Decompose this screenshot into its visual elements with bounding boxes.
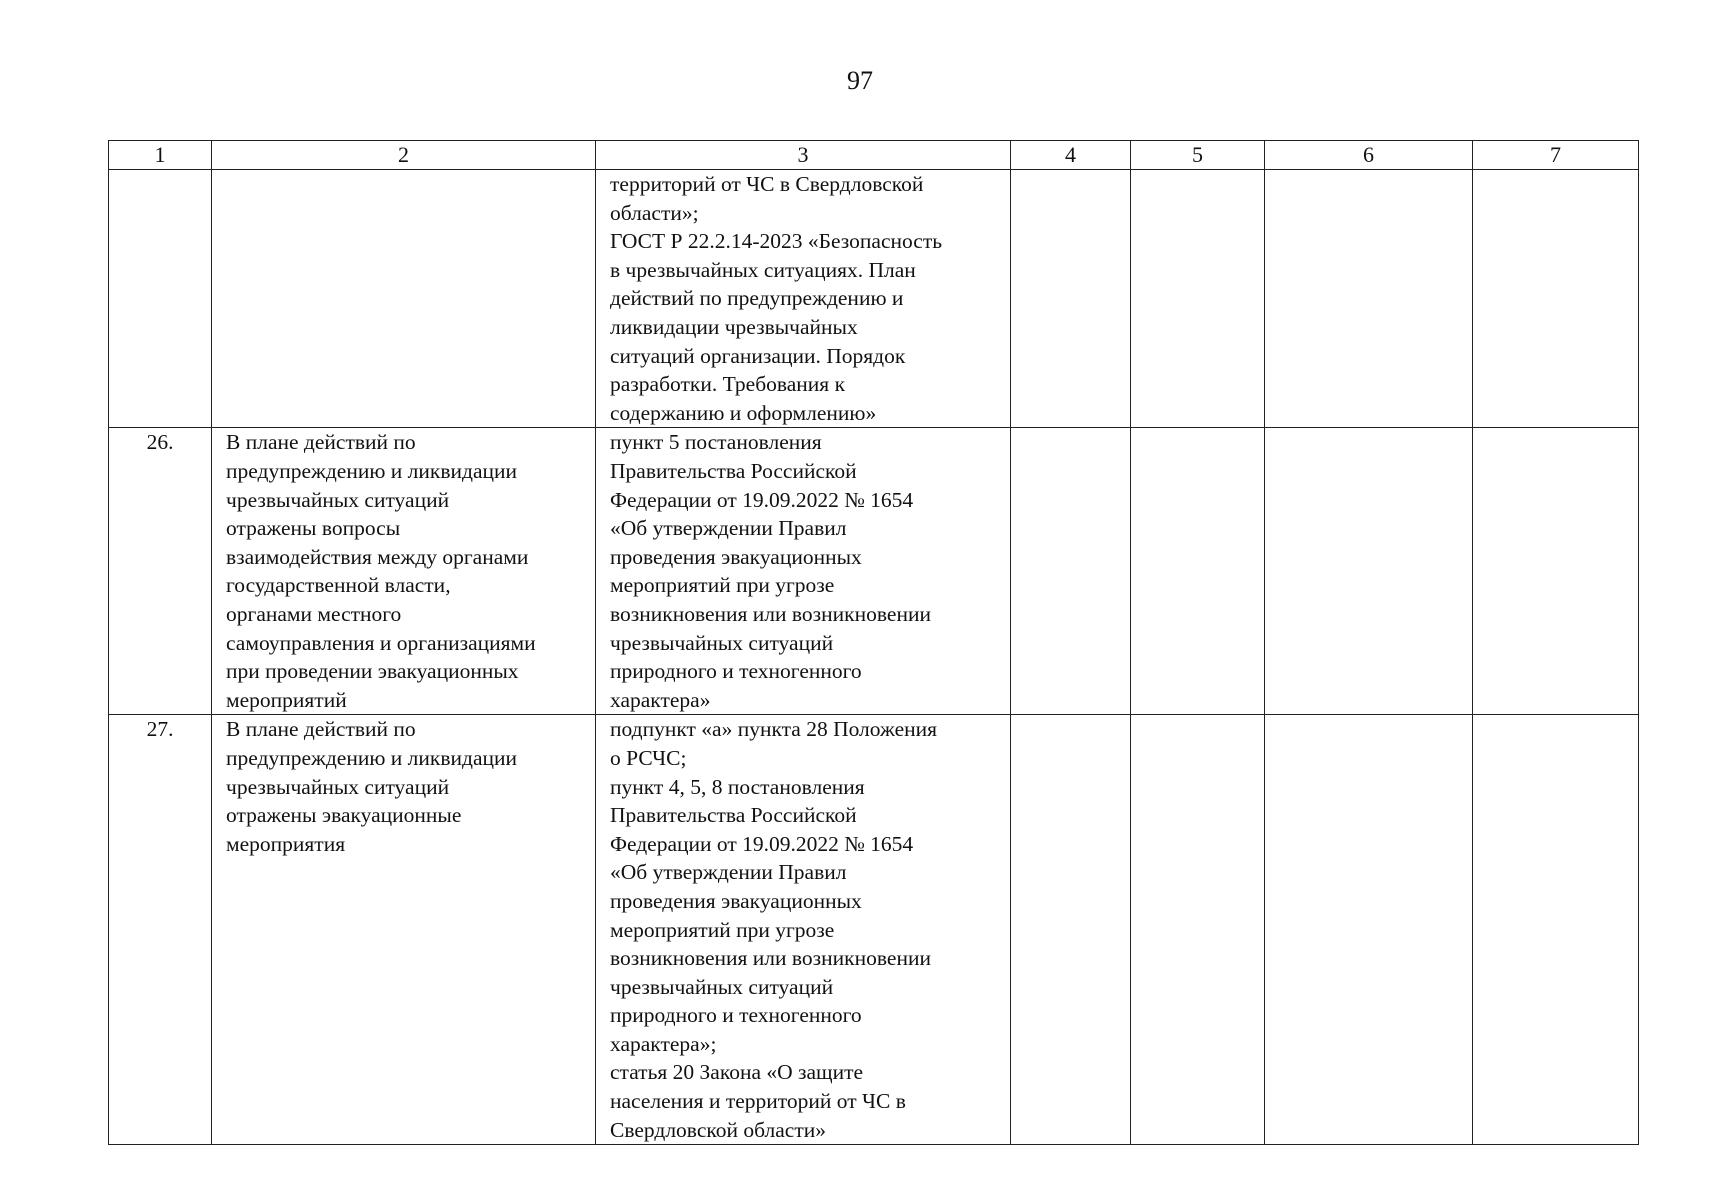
- col-4-cell: [1011, 170, 1131, 428]
- basis-line: ГОСТ Р 22.2.14-2023 «Безопасность: [610, 229, 943, 254]
- basis-line: ситуаций организации. Порядок: [610, 343, 906, 368]
- basis-line: пункт 5 постановления: [610, 430, 822, 455]
- basis-line: территорий от ЧС в Свердловской: [610, 172, 924, 196]
- basis-line: природного и техногенного: [610, 659, 862, 684]
- question-line: предупреждению и ликвидации: [226, 458, 518, 483]
- requirements-table: [108, 140, 1639, 1145]
- basis-line: разработки. Требования к: [610, 372, 846, 397]
- col-5-cell: [1131, 428, 1265, 715]
- basis-line: природного и техногенного: [610, 1003, 862, 1028]
- table-row-continuation: [109, 170, 1639, 428]
- basis-line: статья 20 Закона «О защите: [610, 1060, 864, 1085]
- header-col-6: 6: [1265, 141, 1473, 170]
- question-line: чрезвычайных ситуаций: [226, 774, 450, 799]
- basis-line: Правительства Российской: [610, 458, 857, 483]
- basis-line: области»;: [610, 200, 699, 225]
- question-line: самоуправления и организациями: [226, 630, 536, 655]
- header-row: [109, 141, 1639, 170]
- row-number: [109, 170, 212, 428]
- col-7-cell: [1473, 428, 1639, 715]
- basis-line: характера»;: [610, 1031, 717, 1056]
- basis-line: действий по предупреждению и: [610, 286, 904, 311]
- col-4-cell: [1011, 428, 1131, 715]
- basis-line: в чрезвычайных ситуациях. План: [610, 257, 916, 282]
- question-line: взаимодействия между органами: [226, 544, 529, 569]
- question-line: государственной власти,: [226, 573, 451, 598]
- basis-line: чрезвычайных ситуаций: [610, 974, 834, 999]
- basis-line: о РСЧС;: [610, 745, 687, 770]
- header-col-4: 4: [1011, 141, 1131, 170]
- col-5-cell: [1131, 715, 1265, 1145]
- basis-line: Свердловской области»: [610, 1117, 826, 1142]
- question-line: чрезвычайных ситуаций: [226, 487, 450, 512]
- header-col-2: 2: [212, 141, 596, 170]
- basis-line: содержанию и оформлению»: [610, 400, 877, 425]
- question-cell: [212, 428, 596, 715]
- col-7-cell: [1473, 715, 1639, 1145]
- basis-cell: [596, 428, 1011, 715]
- col-6-cell: [1265, 170, 1473, 428]
- question-line: В плане действий по: [226, 717, 416, 742]
- basis-line: возникновения или возникновении: [610, 946, 931, 971]
- header-col-5: 5: [1131, 141, 1265, 170]
- page-number: 97: [847, 66, 873, 95]
- col-4-cell: [1011, 715, 1131, 1145]
- basis-line: проведения эвакуационных: [610, 888, 862, 913]
- basis-cell: [596, 715, 1011, 1145]
- question-line: отражены эвакуационные: [226, 803, 462, 828]
- question-line: органами местного: [226, 601, 402, 626]
- basis-line: «Об утверждении Правил: [610, 860, 847, 885]
- basis-line: мероприятий при угрозе: [610, 573, 835, 598]
- question-line: при проведении эвакуационных: [226, 659, 519, 684]
- basis-line: мероприятий при угрозе: [610, 917, 835, 942]
- basis-line: Федерации от 19.09.2022 № 1654: [610, 831, 914, 856]
- basis-line: возникновения или возникновении: [610, 601, 931, 626]
- question-line: В плане действий по: [226, 430, 416, 455]
- question-cell: [212, 170, 596, 428]
- basis-line: пункт 4, 5, 8 постановления: [610, 774, 865, 799]
- question-cell: [212, 715, 596, 1145]
- basis-cell: [596, 170, 1011, 428]
- table-row-27: [109, 715, 1639, 1145]
- question-line: мероприятий: [226, 687, 347, 712]
- basis-line: характера»: [610, 687, 711, 712]
- col-6-cell: [1265, 428, 1473, 715]
- col-7-cell: [1473, 170, 1639, 428]
- basis-line: подпункт «а» пункта 28 Положения: [610, 717, 938, 742]
- basis-line: «Об утверждении Правил: [610, 516, 847, 541]
- header-col-7: 7: [1473, 141, 1639, 170]
- basis-line: чрезвычайных ситуаций: [610, 630, 834, 655]
- table-row-26: [109, 428, 1639, 715]
- question-line: отражены вопросы: [226, 516, 401, 541]
- basis-line: проведения эвакуационных: [610, 544, 862, 569]
- question-line: мероприятия: [226, 831, 346, 856]
- col-5-cell: [1131, 170, 1265, 428]
- basis-line: ликвидации чрезвычайных: [610, 314, 858, 339]
- basis-line: населения и территорий от ЧС в: [610, 1089, 906, 1114]
- basis-line: Федерации от 19.09.2022 № 1654: [610, 487, 914, 512]
- row-number: 27.: [109, 715, 212, 1145]
- question-line: предупреждению и ликвидации: [226, 745, 518, 770]
- header-col-1: 1: [109, 141, 212, 170]
- basis-line: Правительства Российской: [610, 803, 857, 828]
- row-number: 26.: [109, 428, 212, 715]
- header-col-3: 3: [596, 141, 1011, 170]
- col-6-cell: [1265, 715, 1473, 1145]
